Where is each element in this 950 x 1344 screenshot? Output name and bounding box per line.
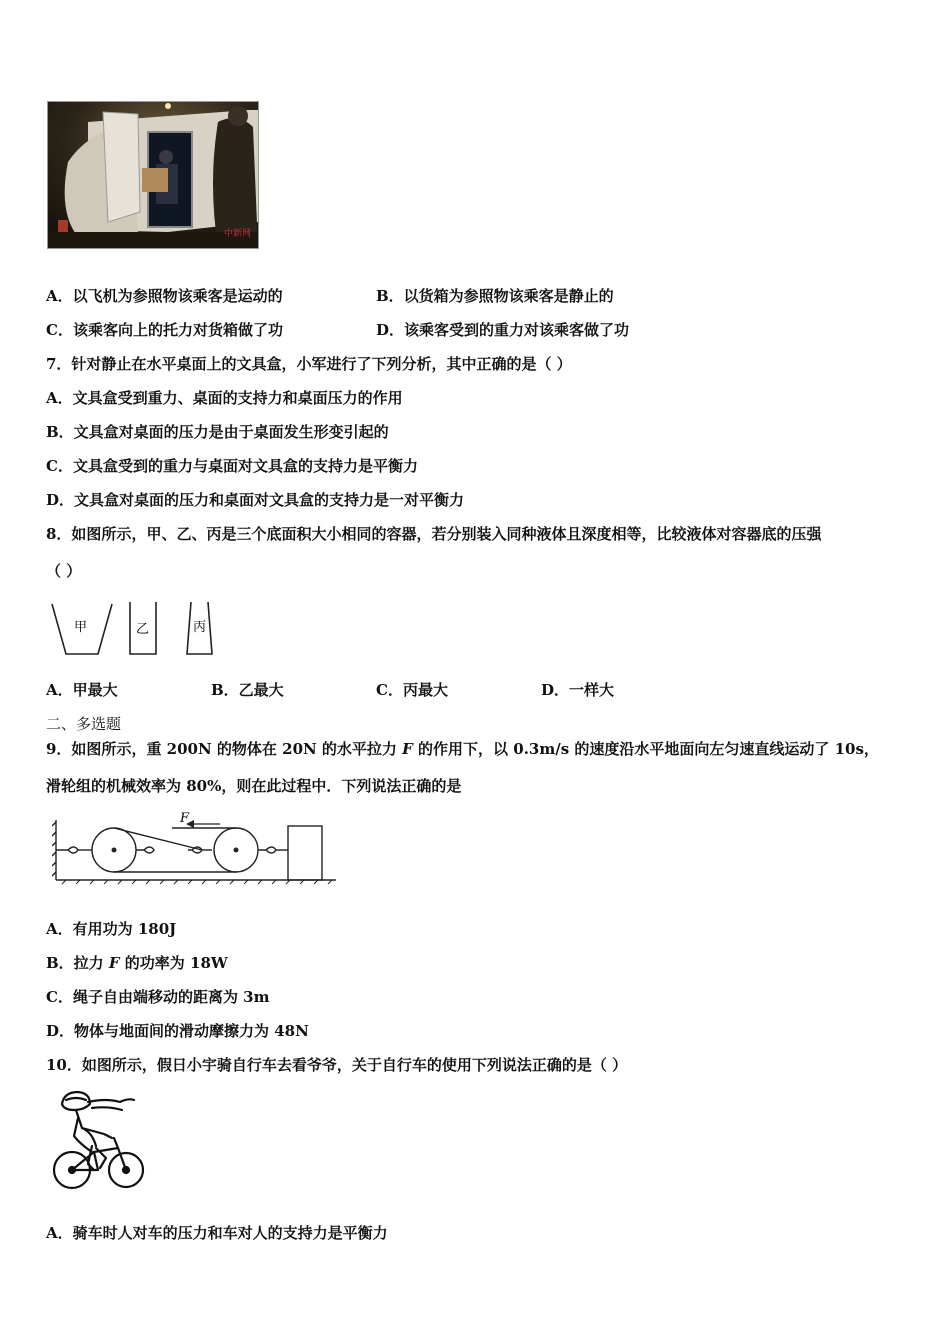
q6-option-b: B．以货箱为参照物该乘客是静止的 xyxy=(376,287,614,305)
q10-stem: 10．如图所示，假日小宇骑自行车去看爷爷，关于自行车的使用下列说法正确的是（ ） xyxy=(46,1056,628,1074)
q7-option-c: C．文具盒受到的重力与桌面对文具盒的支持力是平衡力 xyxy=(46,457,418,475)
container-label-bing: 丙 xyxy=(193,620,207,635)
container-label-yi: 乙 xyxy=(136,622,150,637)
q7-option-d: D．文具盒对桌面的压力和桌面对文具盒的支持力是一对平衡力 xyxy=(46,491,465,509)
q8-option-b: B．乙最大 xyxy=(211,681,284,699)
containers-figure xyxy=(48,598,218,662)
q6-option-d: D．该乘客受到的重力对该乘客做了功 xyxy=(376,321,630,339)
q7-stem: 7．针对静止在水平桌面上的文具盒，小军进行了下列分析，其中正确的是（ ） xyxy=(46,355,572,373)
watermark-text: 中新网 xyxy=(224,229,252,239)
q7-option-b: B．文具盒对桌面的压力是由于桌面发生形变引起的 xyxy=(46,423,389,441)
q8-stem-paren: （ ） xyxy=(46,562,82,580)
q9-option-b-post: 的功率为 18W xyxy=(119,954,228,972)
q9-stem-post: 的作用下，以 0.3m/s 的速度沿水平地面向左匀速直线运动了 10s， xyxy=(412,740,879,758)
q9-option-a: A．有用功为 180J xyxy=(46,920,177,938)
q8-stem: 8．如图所示，甲、乙、丙是三个底面积大小相同的容器，若分别装入同种液体且深度相等，比较液体对容器底的压强 xyxy=(46,525,822,543)
cyclist-figure xyxy=(48,1088,148,1202)
q9-force-symbol: F xyxy=(402,740,413,758)
q7-option-a: A．文具盒受到重力、桌面的支持力和桌面压力的作用 xyxy=(46,389,403,407)
q8-option-a: A．甲最大 xyxy=(46,681,118,699)
q8-option-c: C．丙最大 xyxy=(376,681,448,699)
q6-option-a: A．以飞机为参照物该乘客是运动的 xyxy=(46,287,283,305)
container-label-jia: 甲 xyxy=(74,620,88,635)
q9-stem-pre: 9．如图所示，重 200N 的物体在 20N 的水平拉力 xyxy=(46,740,403,758)
q8-option-d: D．一样大 xyxy=(541,681,615,699)
q9-stem-line1 xyxy=(46,739,879,759)
pulley-figure xyxy=(52,810,342,890)
q10-option-a: A．骑车时人对车的压力和车对人的支持力是平衡力 xyxy=(46,1224,388,1242)
q9-option-d: D．物体与地面间的滑动摩擦力为 48N xyxy=(46,1022,309,1040)
section-heading: 二、多选题 xyxy=(46,715,122,733)
force-label: F xyxy=(180,811,190,826)
q9-stem-line2: 滑轮组的机械效率为 80%，则在此过程中．下列说法正确的是 xyxy=(46,777,462,795)
q9-option-b-force: F xyxy=(108,954,120,972)
q6-option-c: C．该乘客向上的托力对货箱做了功 xyxy=(46,321,283,339)
q9-option-b-pre: B．拉力 xyxy=(46,954,109,972)
airplane-cargo-photo xyxy=(47,101,259,249)
q9-option-c: C．绳子自由端移动的距离为 3m xyxy=(46,988,270,1006)
q9-option-b xyxy=(46,953,228,973)
